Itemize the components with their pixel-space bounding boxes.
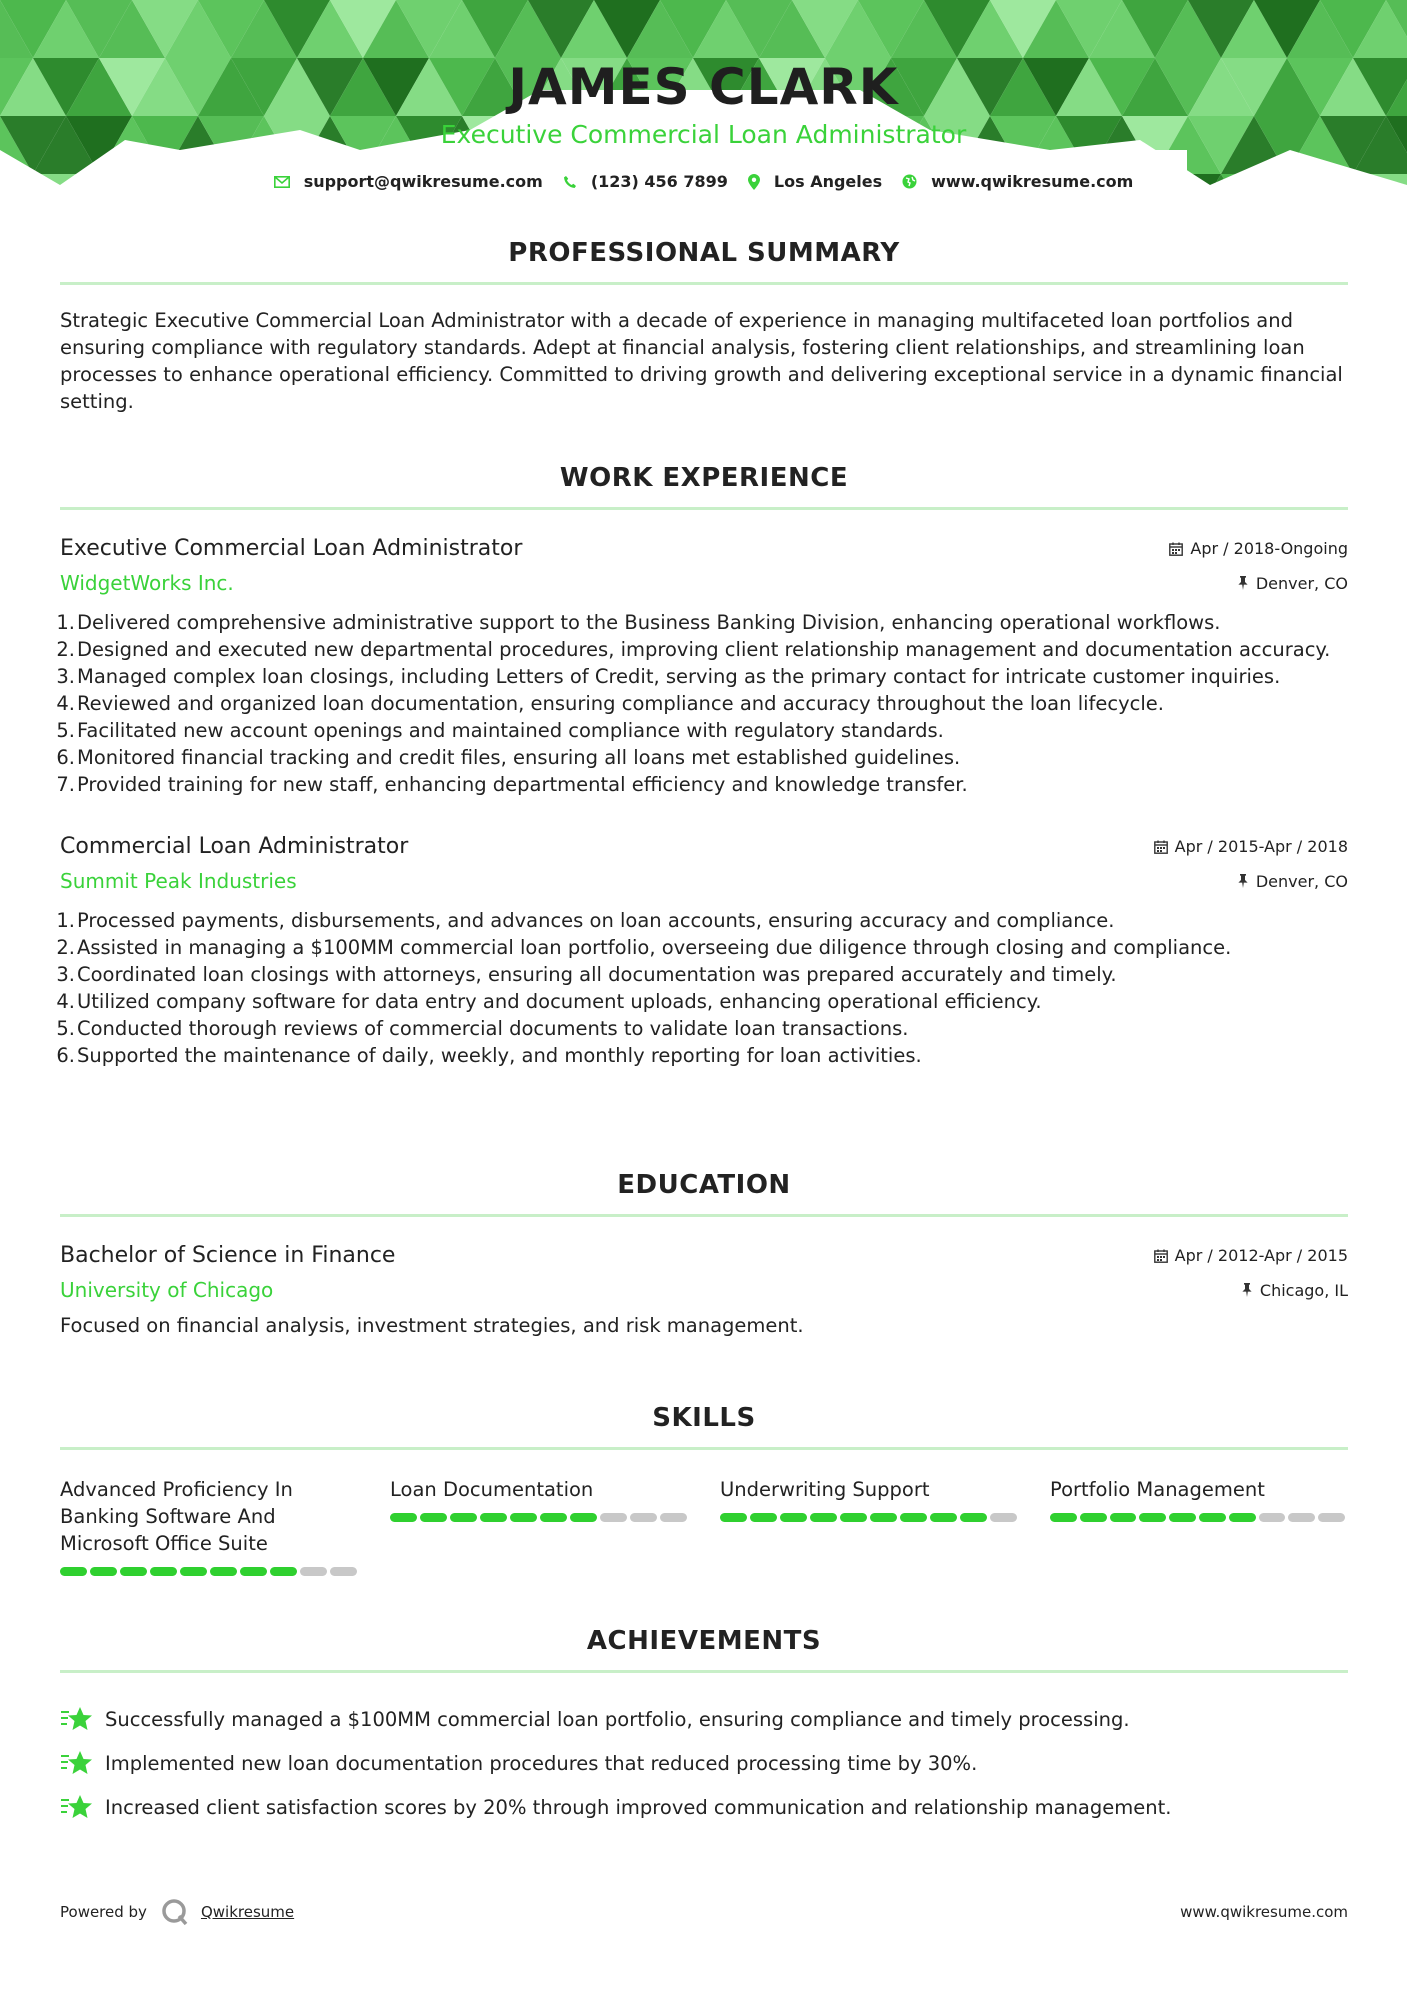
skill-item xyxy=(390,1476,720,1576)
map-pin-icon xyxy=(748,174,760,190)
skill-name: Advanced Proficiency In Banking Software And Microsoft Office Suite xyxy=(60,1478,293,1555)
skill-bar-segment xyxy=(60,1567,87,1576)
education-section xyxy=(60,1170,1348,1337)
job-company: Summit Peak Industries xyxy=(60,869,297,893)
skill-bar-segment xyxy=(600,1513,627,1522)
skill-bar-segment xyxy=(1199,1513,1226,1522)
skill-bar-segment xyxy=(1229,1513,1256,1522)
achievement-text: Successfully managed a $100MM commercial loan portfolio, ensuring compliance and timely processing. xyxy=(105,1707,1130,1731)
job-location-text: Denver, CO xyxy=(1255,871,1348,891)
skill-bar-segment xyxy=(510,1513,537,1522)
summary-text: Strategic Executive Commercial Loan Administrator with a decade of experience in managing multifaceted loan portfolios and ensuring compliance with regulatory standards. Adept at financial analysis, fostering client relationships, and streamlining loan processes to enhance operational efficiency. Committed to driving growth and delivering exceptional service in a dynamic financial setting. xyxy=(60,309,1343,413)
skill-bar-segment xyxy=(1050,1513,1077,1522)
candidate-name: JAMES CLARK xyxy=(508,58,899,116)
skill-bar-segment xyxy=(540,1513,567,1522)
skill-bar-segment xyxy=(1080,1513,1107,1522)
pushpin-icon xyxy=(1237,576,1249,590)
education-location xyxy=(1241,1281,1348,1300)
location-text: Los Angeles xyxy=(773,172,883,191)
skill-bar-segment xyxy=(180,1567,207,1576)
list-item: Delivered comprehensive administrative support to the Business Banking Division, enhancing operational workflows. xyxy=(77,611,1221,634)
qwikresume-logo-icon xyxy=(161,1898,189,1926)
calendar-icon xyxy=(1154,840,1168,854)
pushpin-icon xyxy=(1237,874,1249,888)
footer-website[interactable]: www.qwikresume.com xyxy=(1180,1903,1348,1921)
email-text: support@qwikresume.com xyxy=(303,172,543,191)
skill-bar-segment xyxy=(990,1513,1017,1522)
achievements-section xyxy=(60,1626,1348,1829)
job-entry xyxy=(60,834,1348,1069)
skill-bar-segment xyxy=(390,1513,417,1522)
skills-list xyxy=(60,1476,1348,1576)
list-item: Supported the maintenance of daily, weekly, and monthly reporting for loan activities. xyxy=(77,1044,922,1067)
education-description: Focused on financial analysis, investment strategies, and risk management. xyxy=(60,1314,804,1337)
contact-website[interactable] xyxy=(902,172,1133,191)
candidate-title: Executive Commercial Loan Administrator xyxy=(440,120,967,149)
globe-icon xyxy=(902,174,917,189)
job-bullets xyxy=(60,907,1348,1069)
skill-bar xyxy=(390,1513,720,1522)
phone-text: (123) 456 7899 xyxy=(590,172,728,191)
job-bullets xyxy=(60,609,1348,798)
skill-bar-segment xyxy=(1110,1513,1137,1522)
skills-heading: SKILLS xyxy=(60,1403,1348,1450)
education-location-text: Chicago, IL xyxy=(1259,1280,1348,1300)
list-item: Processed payments, disbursements, and advances on loan accounts, ensuring accuracy and compliance. xyxy=(77,909,1115,932)
skill-bar xyxy=(720,1513,1050,1522)
skill-bar-segment xyxy=(1139,1513,1166,1522)
footer xyxy=(60,1898,1348,1926)
school-name: University of Chicago xyxy=(60,1278,274,1302)
powered-by-label: Powered by xyxy=(60,1903,147,1921)
skill-name: Underwriting Support xyxy=(720,1478,930,1501)
skill-bar-segment xyxy=(750,1513,777,1522)
skill-bar-segment xyxy=(780,1513,807,1522)
job-location xyxy=(1237,872,1348,891)
job-location xyxy=(1237,574,1348,593)
achievement-text: Increased client satisfaction scores by 20% through improved communication and relationship management. xyxy=(105,1795,1172,1819)
list-item: Designed and executed new departmental procedures, improving client relationship management and documentation accuracy. xyxy=(77,638,1331,661)
skill-item xyxy=(720,1476,1050,1576)
list-item: Coordinated loan closings with attorneys, ensuring all documentation was prepared accurately and timely. xyxy=(77,963,1117,986)
summary-heading: PROFESSIONAL SUMMARY xyxy=(60,238,1348,285)
skill-bar-segment xyxy=(480,1513,507,1522)
job-dates-text: Apr / 2015-Apr / 2018 xyxy=(1174,837,1348,856)
skill-bar-segment xyxy=(1318,1513,1345,1522)
calendar-icon xyxy=(1154,1249,1168,1263)
achievements-heading: ACHIEVEMENTS xyxy=(60,1626,1348,1673)
skill-bar-segment xyxy=(330,1567,357,1576)
education-heading: EDUCATION xyxy=(60,1170,1348,1217)
star-icon xyxy=(60,1793,93,1821)
skill-bar-segment xyxy=(210,1567,237,1576)
experience-heading: WORK EXPERIENCE xyxy=(60,463,1348,510)
skill-name: Portfolio Management xyxy=(1050,1478,1265,1501)
website-text: www.qwikresume.com xyxy=(931,172,1134,191)
skill-bar-segment xyxy=(420,1513,447,1522)
calendar-icon xyxy=(1169,542,1183,556)
list-item: Facilitated new account openings and maintained compliance with regulatory standards. xyxy=(77,719,944,742)
skill-bar-segment xyxy=(270,1567,297,1576)
skills-section xyxy=(60,1403,1348,1576)
skill-bar-segment xyxy=(300,1567,327,1576)
achievement-item xyxy=(60,1741,1348,1785)
summary-section xyxy=(60,238,1348,415)
skill-bar-segment xyxy=(240,1567,267,1576)
skill-bar-segment xyxy=(570,1513,597,1522)
achievement-item xyxy=(60,1785,1348,1829)
contact-bar xyxy=(0,172,1407,191)
education-dates-text: Apr / 2012-Apr / 2015 xyxy=(1174,1246,1348,1265)
degree-title: Bachelor of Science in Finance xyxy=(60,1243,396,1268)
skill-bar-segment xyxy=(900,1513,927,1522)
skill-bar-segment xyxy=(660,1513,687,1522)
skill-item xyxy=(1050,1476,1348,1576)
skill-bar-segment xyxy=(120,1567,147,1576)
envelope-icon xyxy=(274,176,290,188)
job-entry xyxy=(60,536,1348,798)
job-title: Commercial Loan Administrator xyxy=(60,834,409,859)
skill-bar xyxy=(1050,1513,1348,1522)
list-item: Utilized company software for data entry and document uploads, enhancing operational efficiency. xyxy=(77,990,1042,1013)
list-item: Managed complex loan closings, including Letters of Credit, serving as the primary contact for intricate customer inquiries. xyxy=(77,665,1281,688)
skill-bar-segment xyxy=(150,1567,177,1576)
skill-bar-segment xyxy=(930,1513,957,1522)
contact-email[interactable] xyxy=(274,172,543,191)
achievement-item xyxy=(60,1697,1348,1741)
qwikresume-link[interactable]: Qwikresume xyxy=(200,1903,295,1921)
pushpin-icon xyxy=(1241,1283,1253,1297)
phone-icon xyxy=(563,175,577,189)
list-item: Conducted thorough reviews of commercial documents to validate loan transactions. xyxy=(77,1017,909,1040)
skill-bar-segment xyxy=(1259,1513,1286,1522)
skill-bar xyxy=(60,1567,390,1576)
skill-bar-segment xyxy=(90,1567,117,1576)
contact-location xyxy=(748,172,882,191)
achievements-list xyxy=(60,1697,1348,1829)
education-entry xyxy=(60,1243,1348,1337)
star-icon xyxy=(60,1705,93,1733)
job-title: Executive Commercial Loan Administrator xyxy=(60,536,523,561)
skill-name: Loan Documentation xyxy=(390,1478,594,1501)
list-item: Provided training for new staff, enhancing departmental efficiency and knowledge transfer. xyxy=(77,773,968,796)
skill-bar-segment xyxy=(1169,1513,1196,1522)
job-company: WidgetWorks Inc. xyxy=(60,571,234,595)
list-item: Assisted in managing a $100MM commercial loan portfolio, overseeing due diligence through closing and compliance. xyxy=(77,936,1232,959)
experience-section xyxy=(60,463,1348,1069)
skill-bar-segment xyxy=(810,1513,837,1522)
list-item: Reviewed and organized loan documentation, ensuring compliance and accuracy throughout the loan lifecycle. xyxy=(77,692,1164,715)
skill-bar-segment xyxy=(630,1513,657,1522)
skill-bar-segment xyxy=(450,1513,477,1522)
job-dates xyxy=(1154,837,1348,856)
skill-bar-segment xyxy=(1288,1513,1315,1522)
skill-bar-segment xyxy=(870,1513,897,1522)
contact-phone[interactable] xyxy=(563,172,728,191)
achievement-text: Implemented new loan documentation procedures that reduced processing time by 30%. xyxy=(105,1751,978,1775)
skill-bar-segment xyxy=(720,1513,747,1522)
footer-branding xyxy=(60,1898,294,1926)
skill-item xyxy=(60,1476,390,1576)
job-dates xyxy=(1169,539,1348,558)
skill-bar-segment xyxy=(960,1513,987,1522)
education-dates xyxy=(1154,1246,1348,1265)
job-dates-text: Apr / 2018-Ongoing xyxy=(1190,539,1348,558)
star-icon xyxy=(60,1749,93,1777)
list-item: Monitored financial tracking and credit files, ensuring all loans met established guidelines. xyxy=(77,746,961,769)
skill-bar-segment xyxy=(840,1513,867,1522)
job-location-text: Denver, CO xyxy=(1255,573,1348,593)
